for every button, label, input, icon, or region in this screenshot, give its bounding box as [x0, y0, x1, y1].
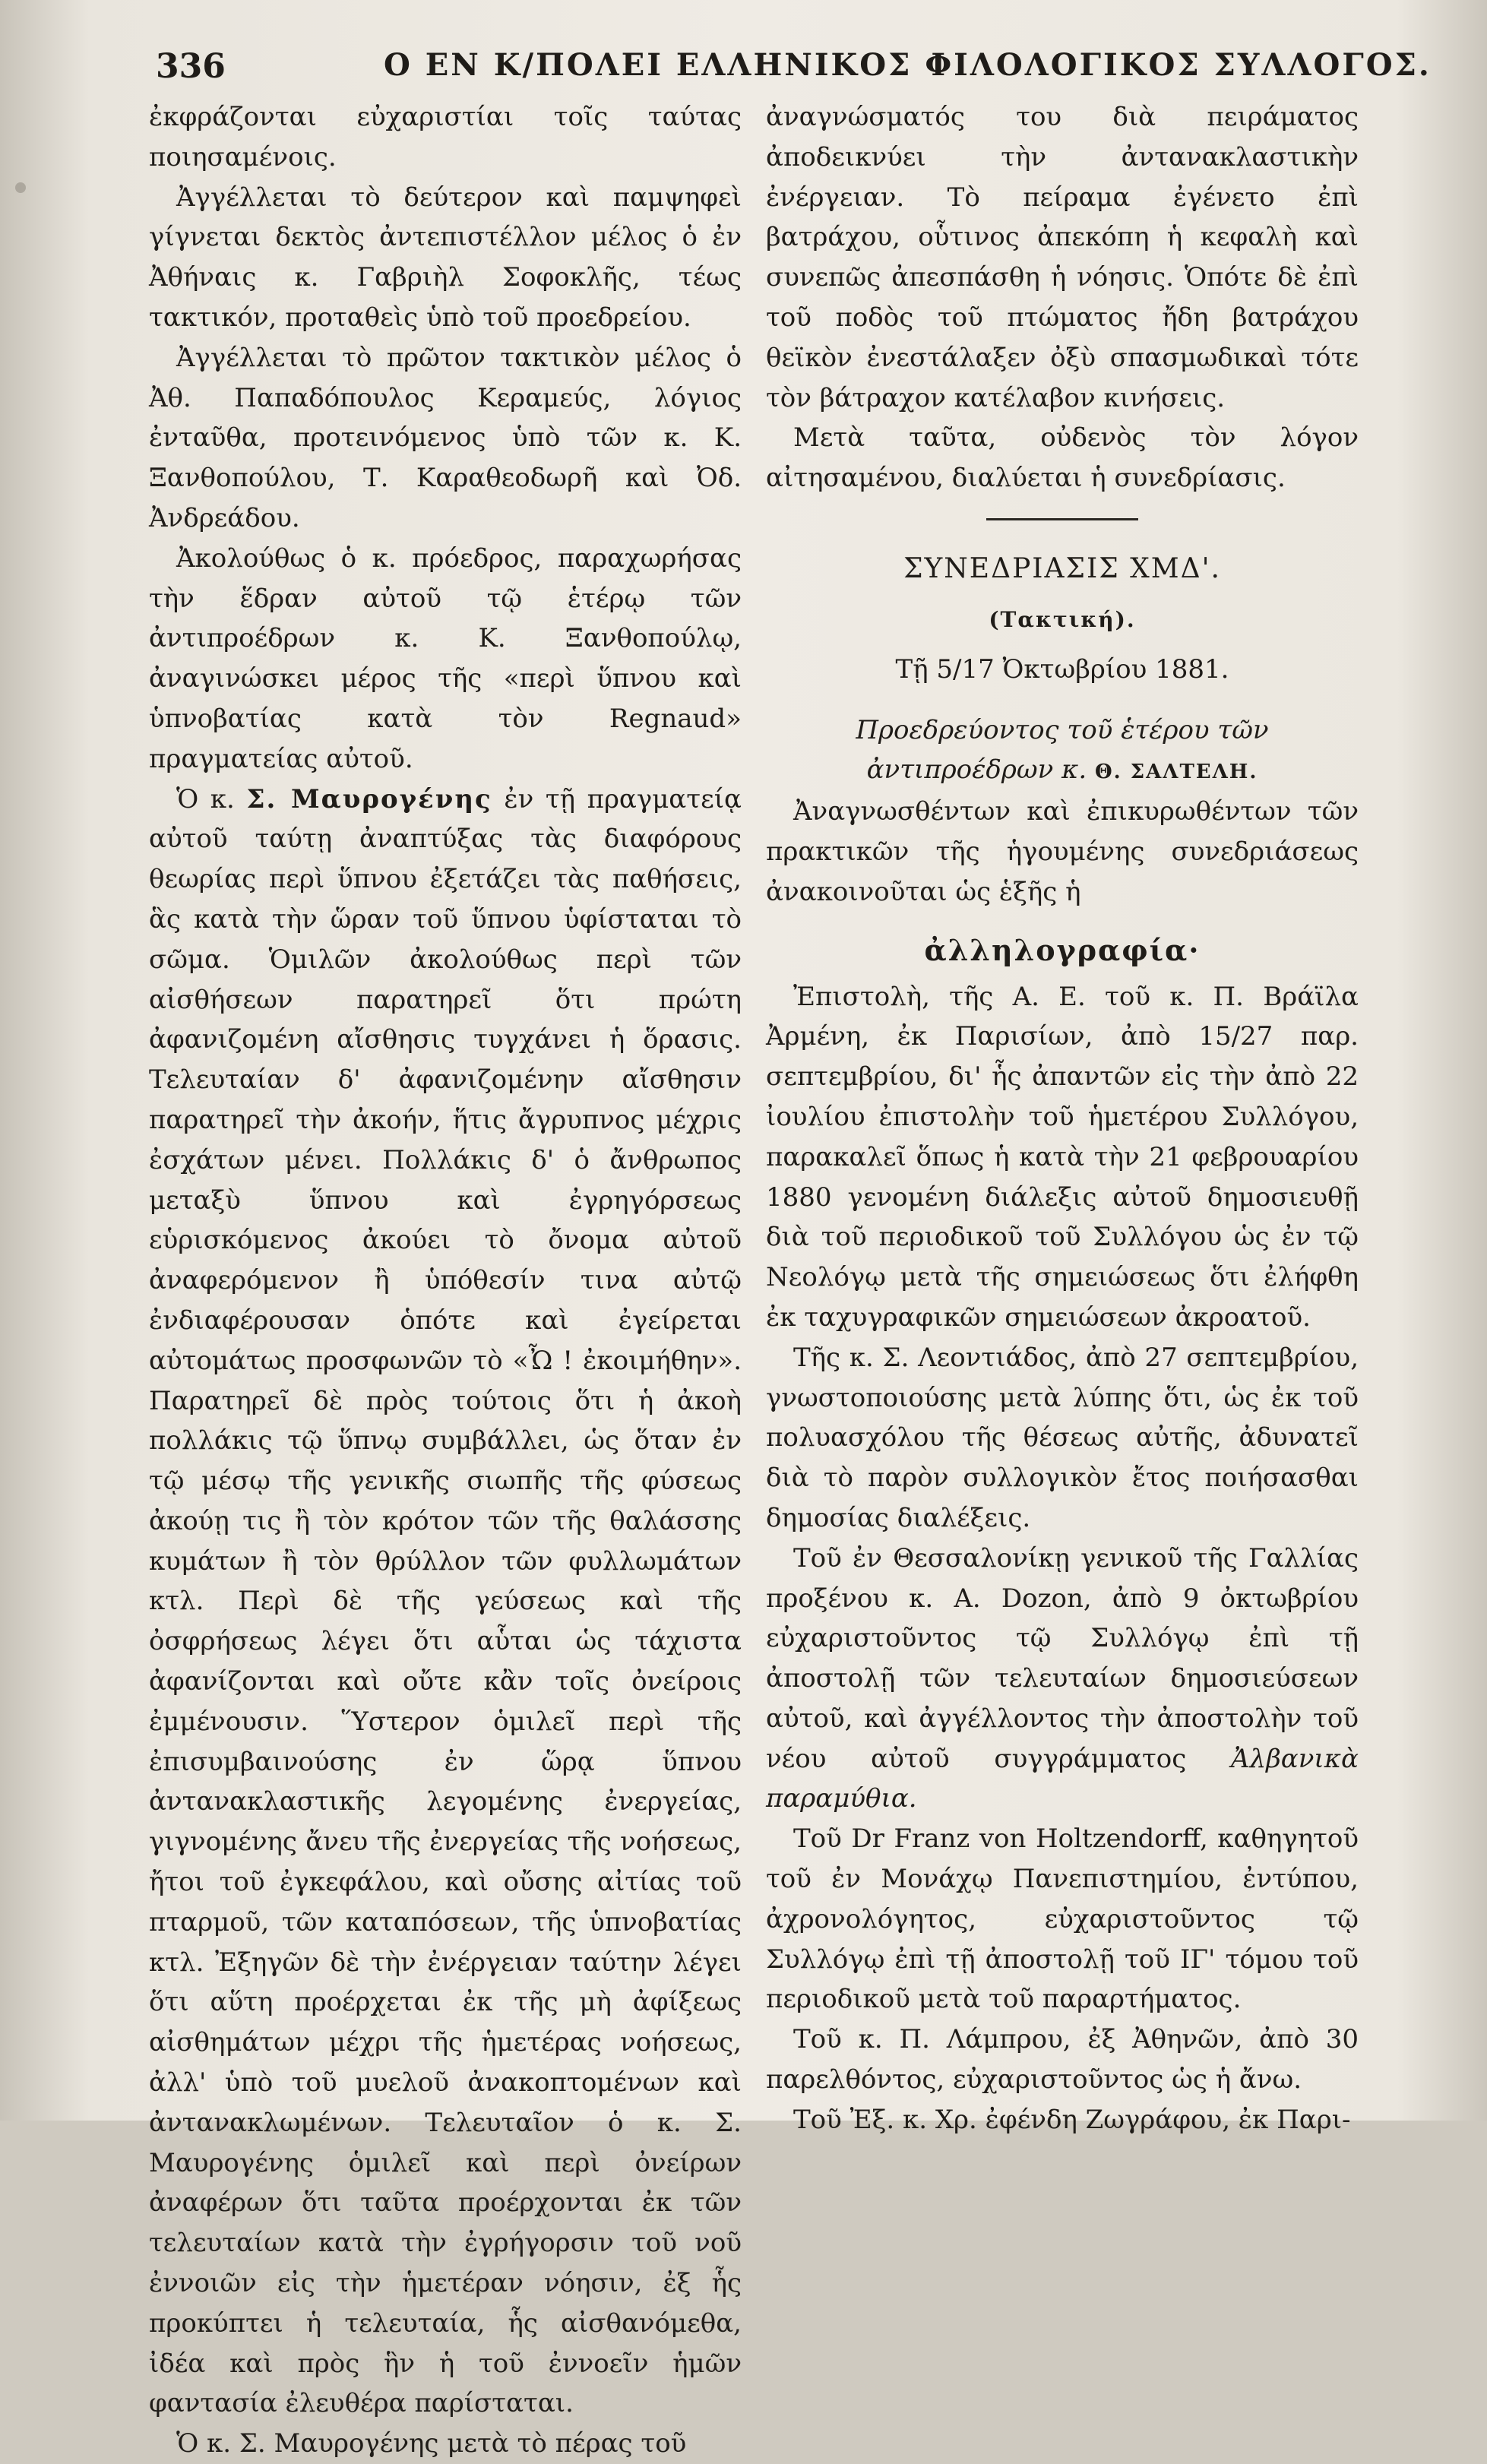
left-paragraph-5 — [149, 780, 742, 2424]
speaker-name: Σ. Μαυρογένης — [246, 783, 492, 814]
left-paragraph-5-body: ἐν τῇ πραγματείᾳ αὐτοῦ ταύτῃ ἀναπτύξας τὰς διαφόρους θεωρίας περὶ ὕπνου ἐξετάζει τὰς παθήσεις, ἃς κατὰ τὴν ὥραν τοῦ ὕπνου ὑφίσταται τὸ σῶμα. Ὁμιλῶν ἀκολούθως περὶ τῶν αἰσθήσεων παρατηρεῖ ὅτι πρώτη ἀφανιζομένη αἴσθησις τυγχάνει ἡ ὅρασις. Τελευταίαν δ' ἀφανιζομένην αἴσθησιν παρατηρεῖ τὴν ἀκοήν, ἥτις ἄγρυπνος μέχρις ἐσχάτων μένει. Πολλάκις δ' ὁ ἄνθρωπος μεταξὺ ὕπνου καὶ ἐγρηγόρσεως εὑρισκόμενος ἀκούει τὸ ὄνομα αὐτοῦ ἀναφερόμενον ἢ ὑπόθεσίν τινα αὐτῷ ἐνδιαφέρουσαν ὁπότε καὶ ἐγείρεται αὐτομάτως προσφωνῶν τὸ «Ὦ ! ἐκοιμήθην». Παρατηρεῖ δὲ πρὸς τούτοις ὅτι ἡ ἀκοὴ πολλάκις τῷ ὕπνῳ συμβάλλει, ὡς ὅταν ἐν τῷ μέσῳ τῆς γενικῆς σιωπῆς τῆς φύσεως ἀκούῃ τις ἢ τὸν κρότον τῶν τῆς θαλάσσης κυμάτων ἢ τὸν θρύλλον τῶν φυλλωμάτων κτλ. Περὶ δὲ τῆς γεύσεως καὶ τῆς ὀσφρήσεως λέγει ὅτι αὗται ὡς τάχιστα ἀφανίζονται καὶ οὔτε κἂν τοῖς ὀνείροις ἐμμένουσιν. Ὕστερον ὁμιλεῖ περὶ τῆς ἐπισυμβαινούσης ἐν ὥρᾳ ὕπνου ἀντανακλαστικῆς λεγομένης ἐνεργείας, γιγνομένης ἄνευ τῆς ἐνεργείας τῆς νοήσεως, ἤτοι τοῦ ἐγκεφάλου, καὶ οὔσης αἰτίας τοῦ πταρμοῦ, τῶν καταπόσεων, τῆς ὑπνοβατίας κτλ. Ἐξηγῶν δὲ τὴν ἐνέργειαν ταύτην λέγει ὅτι αὕτη προέρχεται ἐκ τῆς μὴ ἀφίξεως αἰσθημάτων μέχρι τῆς ἡμετέρας νοήσεως, ἀλλ' ὑπὸ τοῦ μυελοῦ ἀνακοπτομένων καὶ ἀντανακλωμένων. Τελευταῖον ὁ κ. Σ. Μαυρογένης ὁμιλεῖ καὶ περὶ ὀνείρων ἀναφέρων ὅτι ταῦτα προέρχονται ἐκ τῶν τελευταίων κατὰ τὴν ἐγρήγορσιν τοῦ νοῦ ἐννοιῶν εἰς τὴν ἡμετέραν νόησιν, ἐξ ἧς προκύπτει ἡ τελευταία, ἧς αἰσθανόμεθα, ἰδέα καὶ πρὸς ἣν ἡ τοῦ ἐννοεῖν ἡμῶν φαντασία ἐλευθέρα παρίσταται. — [149, 783, 742, 2419]
chair-line — [766, 710, 1359, 792]
right-column — [766, 97, 1359, 2140]
session-date: Τῇ 5/17 Ὀκτωβρίου 1881. — [895, 653, 1229, 685]
right-paragraph-5: Τῆς κ. Σ. Λεοντιάδος, ἀπὸ 27 σεπτεμβρίου, γνωστοποιούσης μετὰ λύπης ὅτι, ὡς ἐκ τοῦ πολυασχόλου τῆς θέσεως αὐτῆς, ἀδυνατεῖ διὰ τὸ παρὸν συλλογικὸν ἔτος ποιήσασθαι δημοσίας διαλέξεις. — [766, 1342, 1359, 1533]
right-paragraph-6-body: Τοῦ ἐν Θεσσαλονίκῃ γενικοῦ τῆς Γαλλίας προξένου κ. Α. Dozon, ἀπὸ 9 ὀκτωβρίου εὐχαριστοῦντος τῷ Συλλόγῳ ἐπὶ τῇ ἀποστολῇ τῶν τελευταίων δημοσιεύσεων αὐτοῦ, καὶ ἀγγέλλοντος τὴν ἀποστολὴν τοῦ νέου αὐτοῦ συγγράμματος — [766, 1542, 1359, 1774]
page-header — [156, 47, 1432, 93]
right-paragraph-7: Τοῦ Dr Franz von Holtzendorff, καθηγητοῦ τοῦ ἐν Μονάχῳ Πανεπιστημίου, ἐντύπου, ἀχρονολόγητος, εὐχαριστοῦντος τῷ Συλλόγῳ ἐπὶ τῇ ἀποστολῇ τοῦ ΙΓ' τόμου τοῦ περιοδικοῦ μετὰ τοῦ παραρτήματος. — [766, 1823, 1359, 2015]
chair-name: Θ. ΣΑΛΤΕΛΗ. — [1094, 761, 1258, 784]
right-paragraph-1: ἀναγνώσματός του διὰ πειράματος ἀποδεικνύει τὴν ἀντανακλαστικὴν ἐνέργειαν. Τὸ πείραμα ἐγένετο ἐπὶ βατράχου, οὗτινος ἀπεκόπη ἡ κεφαλὴ καὶ συνεπῶς ἀπεσπάσθη ἡ νόησις. Ὁπότε δὲ ἐπὶ τοῦ ποδὸς τοῦ πτώματος ἤδη βατράχου θεϊκὸν ἐνεστάλαξεν ὀξὺ σπασμωδικαὶ τότε τὸν βάτραχον κατέλαβον κινήσεις. — [766, 102, 1359, 413]
speaker-prefix: Ὁ κ. — [176, 783, 247, 814]
page-number: 336 — [156, 47, 226, 86]
left-paragraph-2: Ἀγγέλλεται τὸ δεύτερον καὶ παμψηφεὶ γίγνεται δεκτὸς ἀντεπιστέλλον μέλος ὁ ἐν Ἀθήναις κ. Γαβριὴλ Σοφοκλῆς, τέως τακτικόν, προταθεὶς ὑπὸ τοῦ προεδρείου. — [149, 182, 742, 333]
left-paragraph-1: ἐκφράζονται εὐχαριστίαι τοῖς ταύτας ποιησαμένοις. — [149, 102, 742, 172]
right-paragraph-6 — [766, 1539, 1359, 1820]
book-title: Ἀλβανικὰ παραμύθια. — [766, 1743, 1359, 1814]
running-title: Ο ΕΝ Κ/ΠΟΛΕΙ ΕΛΛΗΝΙΚΟΣ ΦΙΛΟΛΟΓΙΚΟΣ ΣΥΛΛΟΓΟΣ. — [384, 47, 1432, 83]
chair-text: Προεδρεύοντος τοῦ ἑτέρου τῶν ἀντιπροέδρων κ. — [856, 715, 1269, 786]
session-type: (Τακτική). — [989, 606, 1136, 632]
right-paragraph-2: Μετὰ ταῦτα, οὐδενὸς τὸν λόγον αἰτησαμένου, διαλύεται ἡ συνεδρίασις. — [766, 422, 1359, 494]
left-paragraph-6: Ὁ κ. Σ. Μαυρογένης μετὰ τὸ πέρας τοῦ — [176, 2428, 687, 2459]
section-divider — [986, 518, 1138, 520]
right-paragraph-4: Ἐπιστολὴ, τῆς Α. Ε. τοῦ κ. Π. Βράϊλα Ἀρμένη, ἐκ Παρισίων, ἀπὸ 15/27 παρ. σεπτεμβρίου, δι' ἧς ἀπαντῶν εἰς τὴν ἀπὸ 22 ἰουλίου ἐπιστολὴν τοῦ ἡμετέρου Συλλόγου, παρακαλεῖ ὅπως ἡ κατὰ τὴν 21 φεβρουαρίου 1880 γενομένη διάλεξις αὐτοῦ δημοσιευθῇ διὰ τοῦ περιοδικοῦ τοῦ Συλλόγου ὡς ἐν τῷ Νεολόγῳ μετὰ τῆς σημειώσεως ὅτι ἐλήφθη ἐκ ταχυγραφικῶν σημειώσεων ἀκροατοῦ. — [766, 981, 1359, 1333]
left-paragraph-3: Ἀγγέλλεται τὸ πρῶτον τακτικὸν μέλος ὁ Ἀθ. Παπαδόπουλος Κεραμεύς, λόγιος ἐνταῦθα, προτεινόμενος ὑπὸ τῶν κ. Κ. Ξανθοπούλου, Τ. Καραθεοδωρῆ καὶ Ὀδ. Ἀνδρεάδου. — [149, 342, 742, 533]
left-paragraph-4: Ἀκολούθως ὁ κ. πρόεδρος, παραχωρήσας τὴν ἕδραν αὐτοῦ τῷ ἑτέρῳ τῶν ἀντιπροέδρων κ. Κ. Ξανθοπούλῳ, ἀναγινώσκει μέρος τῆς «περὶ ὕπνου καὶ ὑπνοβατίας κατὰ τὸν Regnaud» πραγματείας αὐτοῦ. — [149, 542, 742, 774]
correspondence-heading: ἀλληλογραφία· — [924, 932, 1201, 967]
left-column — [149, 97, 742, 2464]
right-paragraph-3: Ἀναγνωσθέντων καὶ ἐπικυρωθέντων τῶν πρακτικῶν τῆς ἡγουμένης συνεδριάσεως ἀνακοινοῦται ὡς ἑξῆς ἡ — [766, 796, 1359, 907]
right-paragraph-8: Τοῦ κ. Π. Λάμπρου, ἐξ Ἀθηνῶν, ἀπὸ 30 παρελθόντος, εὐχαριστοῦντος ὡς ἡ ἄνω. — [766, 2024, 1359, 2096]
right-paragraph-9: Τοῦ Ἐξ. κ. Χρ. ἐφένδη Ζωγράφου, ἐκ Παρι- — [793, 2104, 1351, 2135]
page-blemish — [15, 182, 26, 193]
session-title: ΣΥΝΕΔΡΙΑΣΙΣ ΧΜΔ'. — [903, 552, 1221, 584]
